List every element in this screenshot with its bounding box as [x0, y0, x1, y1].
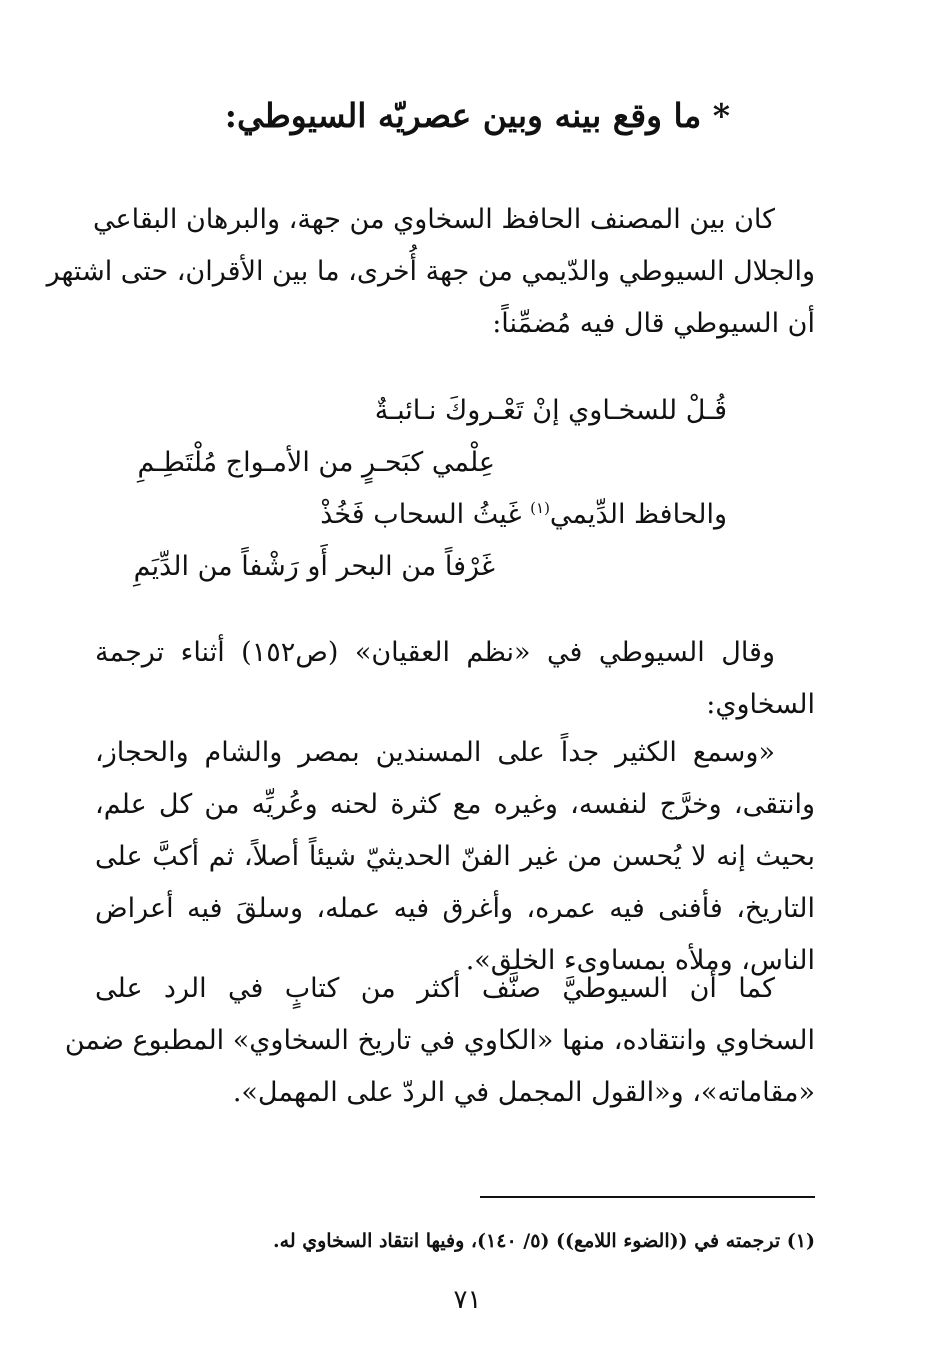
poem-verses	[95, 385, 815, 593]
text-line: والجلال السيوطي والدّيمي من جهة أُخرى، ما بين الأقران، حتى اشتهر	[46, 256, 815, 287]
page-number: ٧١	[453, 1285, 482, 1315]
paragraph-quote	[95, 727, 815, 987]
text-line: السخاوي:	[706, 689, 815, 720]
text-line: التاريخ، فأفنى فيه عمره، وأغرق فيه عمله، وسلقَ فيه أعراض	[95, 893, 815, 924]
text-line: السخاوي وانتقاده، منها «الكاوي في تاريخ السخاوي» المطبوع ضمن	[64, 1025, 815, 1056]
paragraph-works	[64, 963, 815, 1119]
poem-verse-4: غَرْفاً من البحر أَو رَشْفاً من الدِّيَمِ	[133, 551, 495, 582]
poem-verse-3-part-a: والحافظ الدِّيمي	[549, 499, 727, 530]
text-line: كما أن السيوطيَّ صنَّف أكثر من كتابٍ في الرد على	[95, 973, 775, 1004]
poem-verse-2: عِلْمي كبَحـرٍ من الأمـواج مُلْتَطِـمِ	[137, 447, 495, 478]
section-heading: * ما وقع بينه وبين عصريّه السيوطي:	[224, 96, 730, 135]
text-line: بحيث إنه لا يُحسن من غير الفنّ الحديثيّ شيئاً أصلاً، ثم أكبَّ على	[95, 841, 815, 872]
text-line: «وسمع الكثير جداً على المسندين بمصر والشام والحجاز،	[95, 737, 775, 768]
footnote-divider	[480, 1196, 815, 1198]
text-line: الناس، وملأه بمساوىء الخلق».	[465, 945, 815, 976]
paragraph-intro	[46, 194, 815, 350]
poem-verse-3-part-b: غَيثُ السحاب فَخُذْ	[320, 499, 531, 530]
footnote: (١) ترجمته في ((الضوء اللامع)) (٥/ ١٤٠)، وفيها انتقاد السخاوي له.	[273, 1230, 815, 1252]
footnote-marker: (١)	[530, 499, 550, 517]
text-line: أن السيوطي قال فيه مُضمِّناً:	[492, 308, 815, 339]
poem-verse-3	[95, 489, 727, 541]
text-line: وانتقى، وخرَّج لنفسه، وغيره مع كثرة لحنه وعُريِّه من كل علم،	[95, 789, 816, 820]
poem-verse-1: قُـلْ للسخـاوي إنْ تَعْـروكَ نـائبـةٌ	[374, 395, 727, 426]
text-line: كان بين المصنف الحافظ السخاوي من جهة، والبرهان البقاعي	[92, 204, 775, 235]
paragraph-quote-intro	[95, 627, 815, 731]
text-line: وقال السيوطي في «نظم العقيان» (ص١٥٢) أثناء ترجمة	[95, 637, 775, 668]
text-line: «مقاماته»، و«القول المجمل في الردّ على المهمل».	[232, 1077, 815, 1108]
